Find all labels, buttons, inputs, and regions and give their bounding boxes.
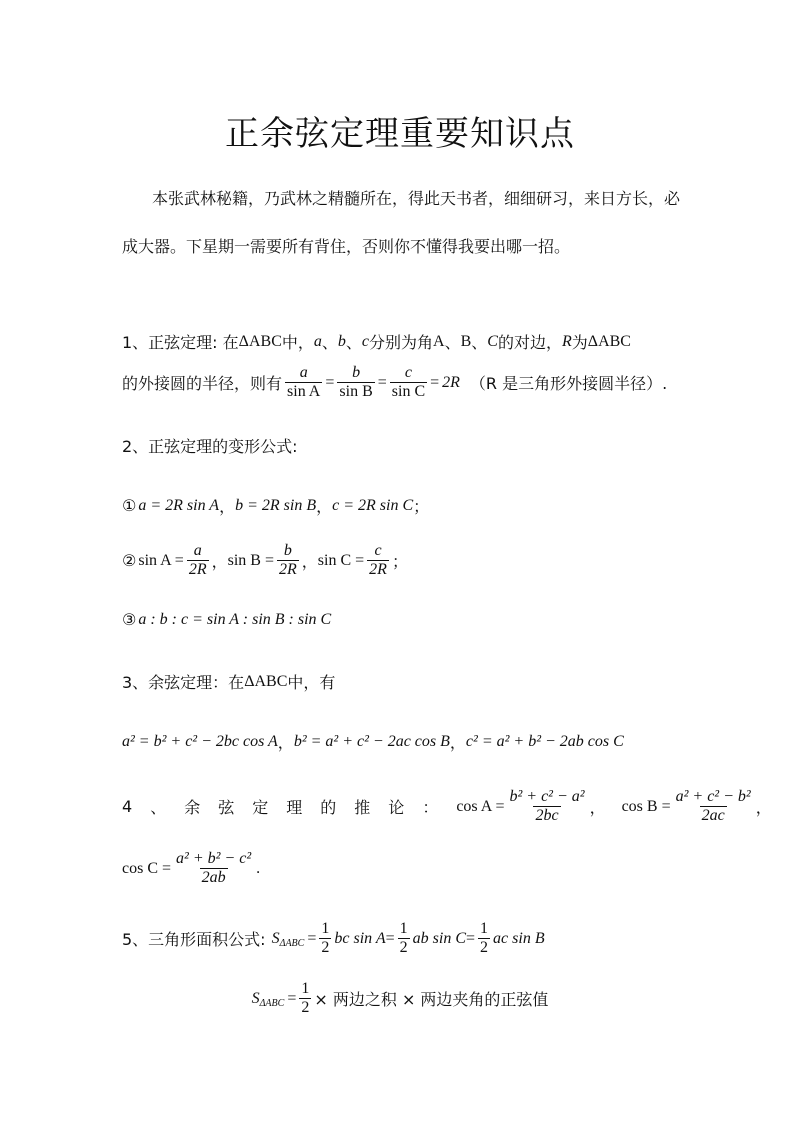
heading-char: 的: [320, 798, 337, 818]
sine-law-line-1: 1、正弦定理: 在 ΔABC 中， a 、 b 、 c 分别为角 A 、 B 、 C 的对边， R 为 ΔABC: [122, 330, 631, 353]
fraction-half: $\frac{1}{2}$: [399, 920, 408, 957]
area-S: S: [271, 929, 280, 947]
angle-A: A: [433, 332, 445, 350]
area-S: S: [251, 989, 260, 1007]
text-angles: 分别为角: [369, 333, 434, 352]
circle-3: ③: [122, 610, 137, 629]
area-text-formula: × 两边之积 × 两边夹角的正弦值: [314, 990, 549, 1010]
comma: ，: [211, 552, 228, 572]
formula-c: c = 2R sin C: [332, 496, 414, 514]
triangle-symbol-3: ΔABC: [244, 672, 288, 690]
var-b: b: [337, 332, 346, 350]
var-a: a: [313, 332, 322, 350]
cosine-law-label: 3、余弦定理：在: [122, 673, 245, 692]
cosine-formula-b: b² = a² + c² − 2ac cos B: [293, 732, 450, 750]
fraction-a-sinA: $\frac{a}{\text{sin A}}$: [287, 364, 321, 401]
cosine-law-heading: [122, 670, 335, 693]
variant-1: [122, 494, 429, 517]
var-c: c: [361, 332, 370, 350]
cosine-corollary-line-2: [122, 850, 260, 888]
cosC-label: cos C =: [122, 859, 172, 877]
cosine-corollary-line-1: [122, 788, 772, 826]
sine-law-line-2: [122, 364, 667, 402]
area-term-ab: ab sin C: [412, 929, 467, 947]
text-have: 中，有: [287, 673, 336, 692]
heading-char: 弦: [218, 798, 235, 818]
radius-note: （R 是三角形外接圆半径）.: [469, 374, 668, 394]
comma: ，: [316, 497, 333, 516]
comma: ，: [589, 798, 606, 818]
heading-char: 4: [122, 797, 133, 817]
sinA-label: sin A =: [138, 551, 184, 569]
page-title: 正余弦定理重要知识点: [225, 114, 575, 154]
triangle-symbol: ΔABC: [238, 332, 282, 350]
fraction-cosA: $\frac{\text{b² + c² − a²}}{2bc}$: [509, 788, 585, 825]
heading-char: 理: [286, 798, 303, 818]
comma: ，: [449, 733, 466, 752]
text-is: 为: [571, 333, 588, 352]
period: .: [256, 859, 261, 877]
semicolon: ；: [391, 552, 408, 572]
equals: =: [287, 989, 297, 1007]
fraction-half: $\frac{1}{2}$: [480, 920, 489, 957]
area-term-bc: bc sin A: [334, 929, 386, 947]
equals: =: [430, 373, 440, 391]
cosine-formula-c: c² = a² + b² − 2ab cos C: [465, 732, 624, 750]
text-opposite: 的对边，: [497, 333, 562, 352]
variant-3: [122, 610, 331, 629]
semicolon: ；: [413, 497, 430, 516]
fraction-b-sinB: $\frac{b}{\text{sin B}}$: [339, 364, 373, 401]
two-R: 2R: [442, 373, 460, 391]
area-formula-line-1: [122, 920, 545, 958]
formula-a: a = 2R sin A: [138, 496, 220, 514]
heading-char: 、: [150, 798, 167, 818]
equals: =: [377, 373, 387, 391]
area-subscript: ΔABC: [259, 998, 285, 1010]
intro-line-1: 本张武林秘籍，乃武林之精髓所在，得此天书者，细细研习，来日方长，必: [152, 189, 681, 208]
heading-char: ：: [422, 798, 439, 818]
comma: ，: [219, 497, 236, 516]
intro-line-2: 成大器。下星期一需要所有背住，否则你不懂得我要出哪一招。: [122, 237, 571, 256]
text-in: 中，: [281, 333, 314, 352]
cosB-label: cos B =: [621, 797, 671, 815]
fraction-a-2R: $\frac{a}{2R}$: [188, 542, 207, 579]
equals: =: [307, 929, 317, 947]
fraction-c-2R: $\frac{c}{2R}$: [369, 542, 387, 579]
angle-B: B: [460, 332, 472, 350]
circumcircle-text: 的外接圆的半径，则有: [122, 374, 283, 394]
sine-law-variants-heading: 2、正弦定理的变形公式:: [122, 437, 298, 456]
area-formula-label: 5、三角形面积公式:: [122, 930, 266, 950]
fraction-half: $\frac{1}{2}$: [321, 920, 330, 957]
sine-law-label: 1、正弦定理: 在: [122, 333, 239, 352]
fraction-cosC: $\frac{\text{a² + b² − c²}}{2ab}$: [176, 850, 252, 887]
heading-char: 余: [184, 798, 201, 818]
equals: =: [385, 929, 395, 947]
cosine-law-formulas: [122, 730, 624, 753]
angle-C: C: [487, 332, 498, 350]
equals: =: [325, 373, 335, 391]
fraction-half: $\frac{1}{2}$: [301, 980, 310, 1017]
comma: ，: [277, 733, 294, 752]
fraction-c-sinC: $\frac{c}{\text{sin C}}$: [391, 364, 426, 401]
variant-2: [122, 542, 408, 580]
area-term-ac: ac sin B: [493, 929, 545, 947]
ratio-formula: a : b : c = sin A : sin B : sin C: [138, 610, 332, 628]
circle-1: ①: [122, 496, 137, 515]
equals: =: [466, 929, 476, 947]
fraction-b-2R: $\frac{b}{2R}$: [279, 542, 297, 579]
sinC-label: sin C =: [317, 551, 365, 569]
var-R: R: [561, 332, 572, 350]
area-formula-line-2: [0, 980, 800, 1018]
comma: ，: [755, 798, 772, 818]
sinB-label: sin B =: [227, 551, 274, 569]
heading-char: 定: [252, 798, 269, 818]
comma: ，: [301, 552, 318, 572]
formula-b: b = 2R sin B: [235, 496, 317, 514]
fraction-cosB: $\frac{\text{a² + c² − b²}}{2ac}$: [675, 788, 751, 825]
heading-char: 推: [354, 798, 371, 818]
cosA-label: cos A =: [456, 797, 505, 815]
area-subscript: ΔABC: [279, 938, 305, 950]
circle-2: ②: [122, 551, 137, 571]
heading-char: 论: [388, 798, 405, 818]
cosine-formula-a: a² = b² + c² − 2bc cos A: [122, 732, 278, 750]
triangle-symbol-2: ΔABC: [587, 332, 631, 350]
